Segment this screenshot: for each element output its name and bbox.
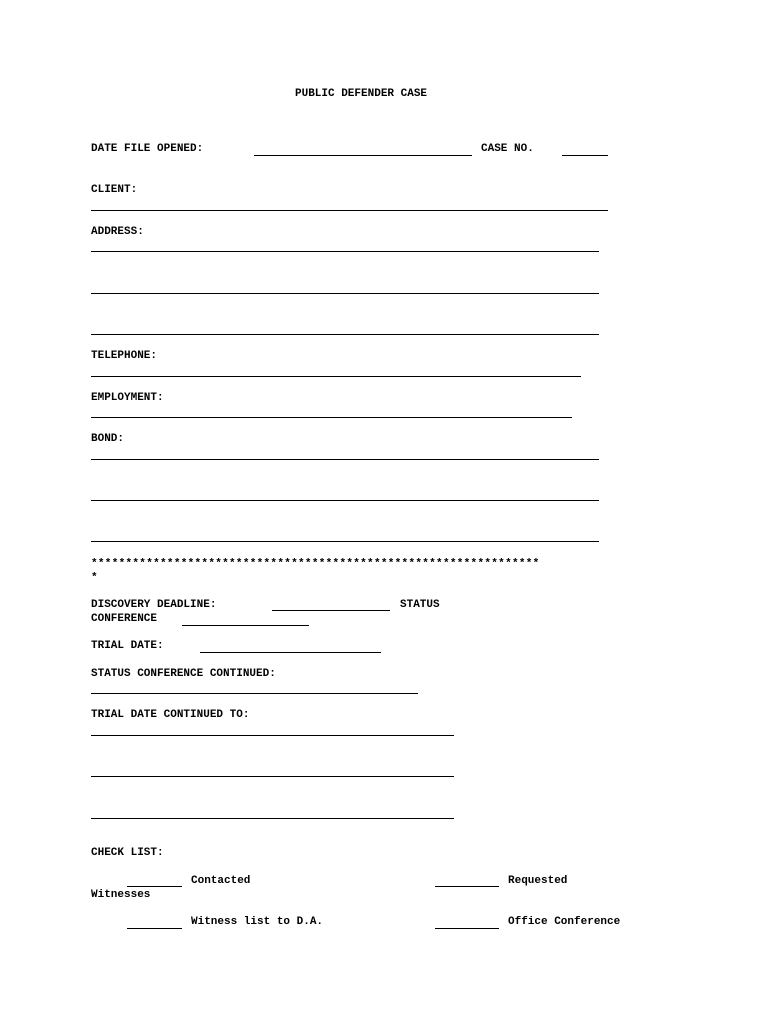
status-conference-line[interactable] <box>182 625 309 626</box>
address-label: ADDRESS: <box>91 226 144 238</box>
requested-witnesses-blank[interactable] <box>435 886 499 887</box>
bond-line-3[interactable] <box>91 541 599 542</box>
telephone-line[interactable] <box>91 376 581 377</box>
contacted-witnesses-blank[interactable] <box>127 886 182 887</box>
bond-label: BOND: <box>91 433 125 445</box>
client-line[interactable] <box>91 210 608 211</box>
date-file-opened-label: DATE FILE OPENED: <box>91 143 204 155</box>
case-no-label: CASE NO. <box>481 143 534 155</box>
trial-date-continued-line-2[interactable] <box>91 776 454 777</box>
requested-label: Requested <box>508 875 568 887</box>
contacted-label: Contacted <box>191 875 251 887</box>
status-conference-continued-label: STATUS CONFERENCE CONTINUED: <box>91 668 276 680</box>
page-title: PUBLIC DEFENDER CASE <box>295 88 428 100</box>
employment-line[interactable] <box>91 417 572 418</box>
separator-stars: ***************************************************************** <box>91 558 540 570</box>
date-file-opened-line[interactable] <box>254 155 472 156</box>
trial-date-label: TRIAL DATE: <box>91 640 164 652</box>
trial-date-continued-label: TRIAL DATE CONTINUED TO: <box>91 709 250 721</box>
case-no-line[interactable] <box>562 155 608 156</box>
client-label: CLIENT: <box>91 184 138 196</box>
address-line-2[interactable] <box>91 293 599 294</box>
witnesses-label: Witnesses <box>91 889 151 901</box>
address-line-1[interactable] <box>91 251 599 252</box>
telephone-label: TELEPHONE: <box>91 350 158 362</box>
address-line-3[interactable] <box>91 334 599 335</box>
office-conference-blank[interactable] <box>435 928 499 929</box>
bond-line-1[interactable] <box>91 459 599 460</box>
separator-stars-tail: * <box>91 572 98 584</box>
witness-list-label: Witness list to D.A. <box>191 916 324 928</box>
discovery-deadline-label: DISCOVERY DEADLINE: <box>91 599 217 611</box>
trial-date-continued-line-3[interactable] <box>91 818 454 819</box>
status-conference-continued-line[interactable] <box>91 693 418 694</box>
check-list-heading: CHECK LIST: <box>91 847 164 859</box>
trial-date-continued-line-1[interactable] <box>91 735 454 736</box>
trial-date-line[interactable] <box>200 652 381 653</box>
bond-line-2[interactable] <box>91 500 599 501</box>
office-conference-label: Office Conference <box>508 916 621 928</box>
status-label: STATUS <box>400 599 440 611</box>
conference-label: CONFERENCE <box>91 613 158 625</box>
discovery-deadline-line[interactable] <box>272 610 390 611</box>
employment-label: EMPLOYMENT: <box>91 392 164 404</box>
witness-list-blank[interactable] <box>127 928 182 929</box>
